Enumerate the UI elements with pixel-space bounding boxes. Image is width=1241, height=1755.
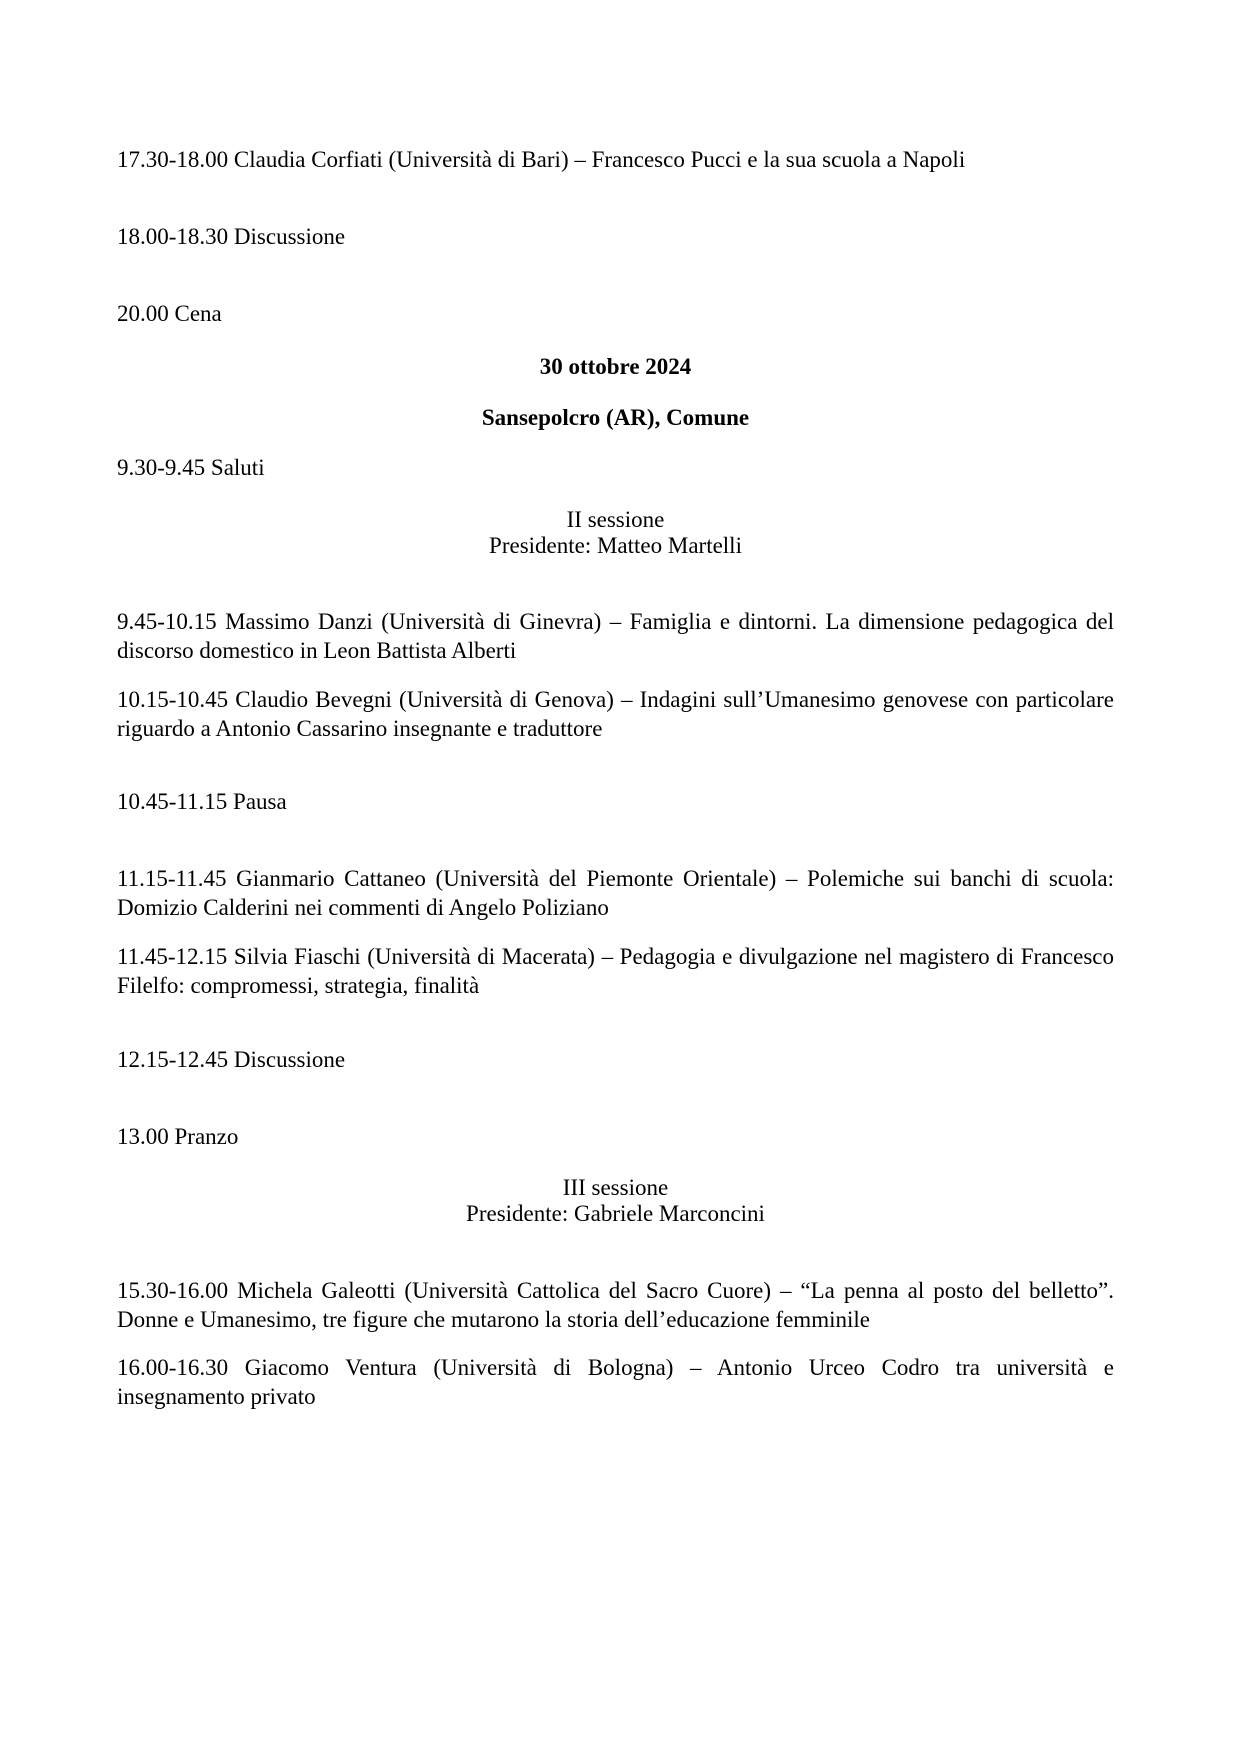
schedule-entry-discussione-2: 12.15-12.45 Discussione [117, 1047, 346, 1072]
session-2-title: II sessione [566, 507, 665, 532]
schedule-entry-pausa: 10.45-11.15 Pausa [117, 789, 287, 814]
schedule-entry-fiaschi: 11.45-12.15 Silvia Fiaschi (Università di Macerata) – Pedagogia e divulgazione nel magistero di Francesco Filelfo: compromessi, strategia, finalità [117, 944, 1114, 998]
session-3-chair: Presidente: Gabriele Marconcini [466, 1201, 765, 1226]
schedule-entry-pranzo: 13.00 Pranzo [117, 1124, 239, 1149]
schedule-entry-saluti: 9.30-9.45 Saluti [117, 455, 265, 480]
day-location-heading: Sansepolcro (AR), Comune [481, 405, 750, 430]
schedule-entry-danzi: 9.45-10.15 Massimo Danzi (Università di Ginevra) – Famiglia e dintorni. La dimensione pedagogica del discorso domestico in Leon Battista Alberti [117, 609, 1114, 663]
schedule-entry-corfiati: 17.30-18.00 Claudia Corfiati (Università di Bari) – Francesco Pucci e la sua scuola a Napoli [117, 147, 966, 172]
schedule-entry-discussione-1: 18.00-18.30 Discussione [117, 224, 346, 249]
schedule-entry-galeotti: 15.30-16.00 Michela Galeotti (Università Cattolica del Sacro Cuore) – “La penna al posto del belletto”. Donne e Umanesimo, tre figure che mutarono la storia dell’educazione femminile [117, 1278, 1114, 1332]
schedule-entry-bevegni: 10.15-10.45 Claudio Bevegni (Università di Genova) – Indagini sull’Umanesimo genovese con particolare riguardo a Antonio Cassarino insegnante e traduttore [117, 687, 1114, 741]
session-3-title: III sessione [562, 1175, 669, 1200]
session-2-chair: Presidente: Matteo Martelli [489, 533, 742, 558]
schedule-entry-ventura: 16.00-16.30 Giacomo Ventura (Università di Bologna) – Antonio Urceo Codro tra università e insegnamento privato [117, 1355, 1114, 1409]
schedule-entry-cattaneo: 11.15-11.45 Gianmario Cattaneo (Università del Piemonte Orientale) – Polemiche sui banchi di scuola: Domizio Calderini nei commenti di Angelo Poliziano [117, 866, 1114, 920]
day-date-heading: 30 ottobre 2024 [539, 354, 692, 379]
schedule-entry-cena: 20.00 Cena [117, 301, 222, 326]
